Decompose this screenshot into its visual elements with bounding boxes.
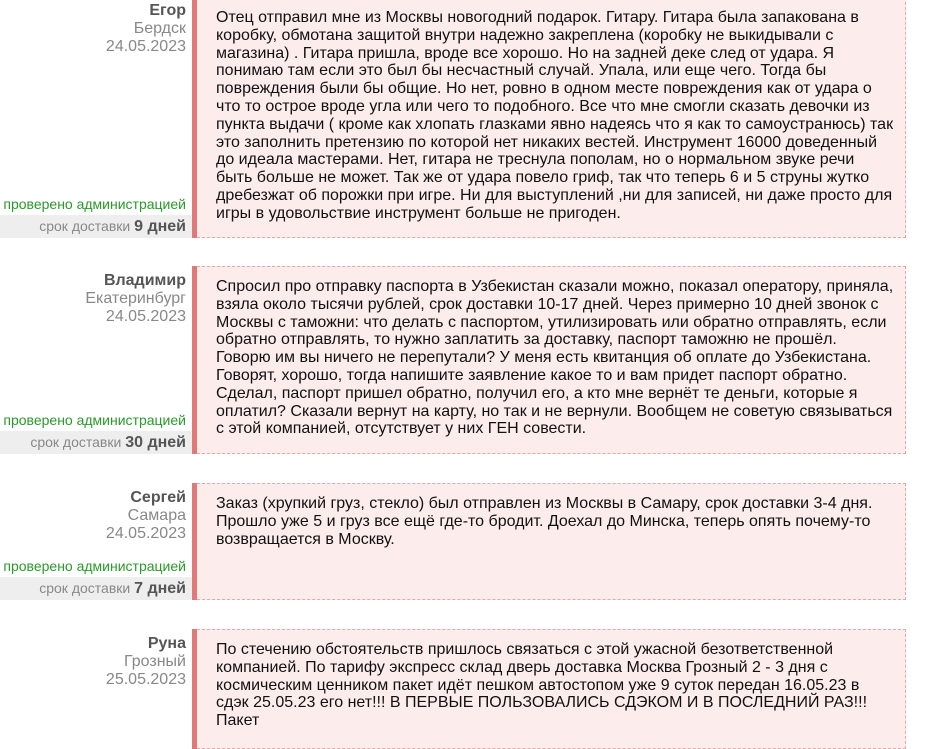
delivery-time — [0, 215, 192, 238]
delivery-time — [0, 431, 192, 454]
delivery-time — [0, 577, 192, 600]
review-text: Заказ (хрупкий груз, стекло) был отправлен из Москвы в Самару, срок доставки 3-4 дня. Прошло уже 5 и груз все ещё где-то бродит. Доехал до Минска, теперь опять почему-то возвращается в Москву. — [197, 483, 906, 600]
author-name: Руна — [147, 635, 186, 652]
review-meta — [0, 483, 192, 600]
verified-badge: проверено администрацией — [3, 558, 186, 574]
author-name: Егор — [149, 2, 186, 19]
author-city: Грозный — [124, 653, 186, 670]
delivery-days: 7 дней — [134, 580, 186, 597]
delivery-days: 30 дней — [125, 434, 186, 451]
review-footer — [0, 556, 192, 600]
review-card — [0, 629, 925, 749]
verified-badge: проверено администрацией — [3, 196, 186, 212]
review-meta — [0, 0, 192, 238]
verified-badge: проверено администрацией — [3, 412, 186, 428]
review-card — [0, 0, 925, 238]
author-name: Сергей — [130, 489, 186, 506]
review-card — [0, 483, 925, 600]
review-date: 24.05.2023 — [105, 525, 186, 542]
delivery-label: срок доставки — [30, 434, 122, 450]
delivery-label: срок доставки — [39, 218, 131, 234]
author-city: Самара — [127, 507, 186, 524]
review-text: По стечению обстоятельств пришлось связаться с этой ужасной безответственной компанией. По тарифу экспресс склад дверь доставка Москва Грозный 2 - 3 дня с космическим ценником пакет идёт пешком автостопом уже 9 суток передан 16.05.23 в сдэк 25.05.23 его нет!!! В ПЕРВЫЕ ПОЛЬЗОВАЛИСЬ СДЭКОМ И В ПОСЛЕДНИЙ РАЗ!!! Пакет — [197, 629, 906, 749]
delivery-label: срок доставки — [39, 580, 131, 596]
review-date: 24.05.2023 — [105, 38, 186, 55]
author-city: Бердск — [133, 20, 186, 37]
review-date: 24.05.2023 — [105, 308, 186, 325]
review-meta — [0, 266, 192, 454]
review-text: Отец отправил мне из Москвы новогодний подарок. Гитару. Гитара была запакована в коробку, обмотана защитой внутри надежно закреплена (коробку не выкидывали с магазина) . Гитара пришла, вроде все хорошо. Но на задней деке след от удара. Я понимаю там если это был бы несчастный случай. Упала, или еще чего. Тогда бы повреждения были бы общие. Но нет, ровно в одном месте повреждения как от удара о что то острое вроде угла или чего то подобного. Все что мне смогли сказать девочки из пункта выдачи ( кроме как хлопать глазками явно надеясь что я как то самоустранюсь) так это заполнить претензию по которой нет никаких вестей. Инструмент 16000 доведенный до идеала мастерами. Нет, гитара не треснула пополам, но о нормальном звуке речи быть больше не может. Так же от удара повело гриф, так что теперь 6 и 5 струны жутко дребезжат об порожки при игре. Ни для выступлений ,ни для записей, ни даже просто для игры в удовольствие инструмент больше не пригоден. — [197, 0, 906, 238]
author-name: Владимир — [103, 272, 186, 289]
review-card — [0, 266, 925, 454]
review-footer — [0, 410, 192, 454]
author-city: Екатеринбург — [85, 290, 186, 307]
review-footer — [0, 194, 192, 238]
delivery-days: 9 дней — [134, 218, 186, 235]
review-date: 25.05.2023 — [105, 671, 186, 688]
review-meta — [0, 629, 192, 749]
review-text: Спросил про отправку паспорта в Узбекистан сказали можно, показал оператору, приняла, взяла около тысячи рублей, срок доставки 10-17 дней. Через примерно 10 дней звонок с Москвы с таможни: что делать с паспортом, утилизировать или обратно отправлять, если обратно отправлять, то нужно заплатить за доставку, паспорт таможню не прошёл. Говорю им вы ничего не перепутали? У меня есть квитанция об оплате до Узбекистана. Говорят, хорошо, тогда напишите заявление какое то и вам придет паспорт обратно. Сделал, паспорт пришел обратно, получил его, а кто мне вернёт те деньги, которые я оплатил? Сказали вернут на карту, но так и не вернули. Вообщем не советую связываться с этой компанией, отсутствует у них ГЕН совести. — [197, 266, 906, 454]
